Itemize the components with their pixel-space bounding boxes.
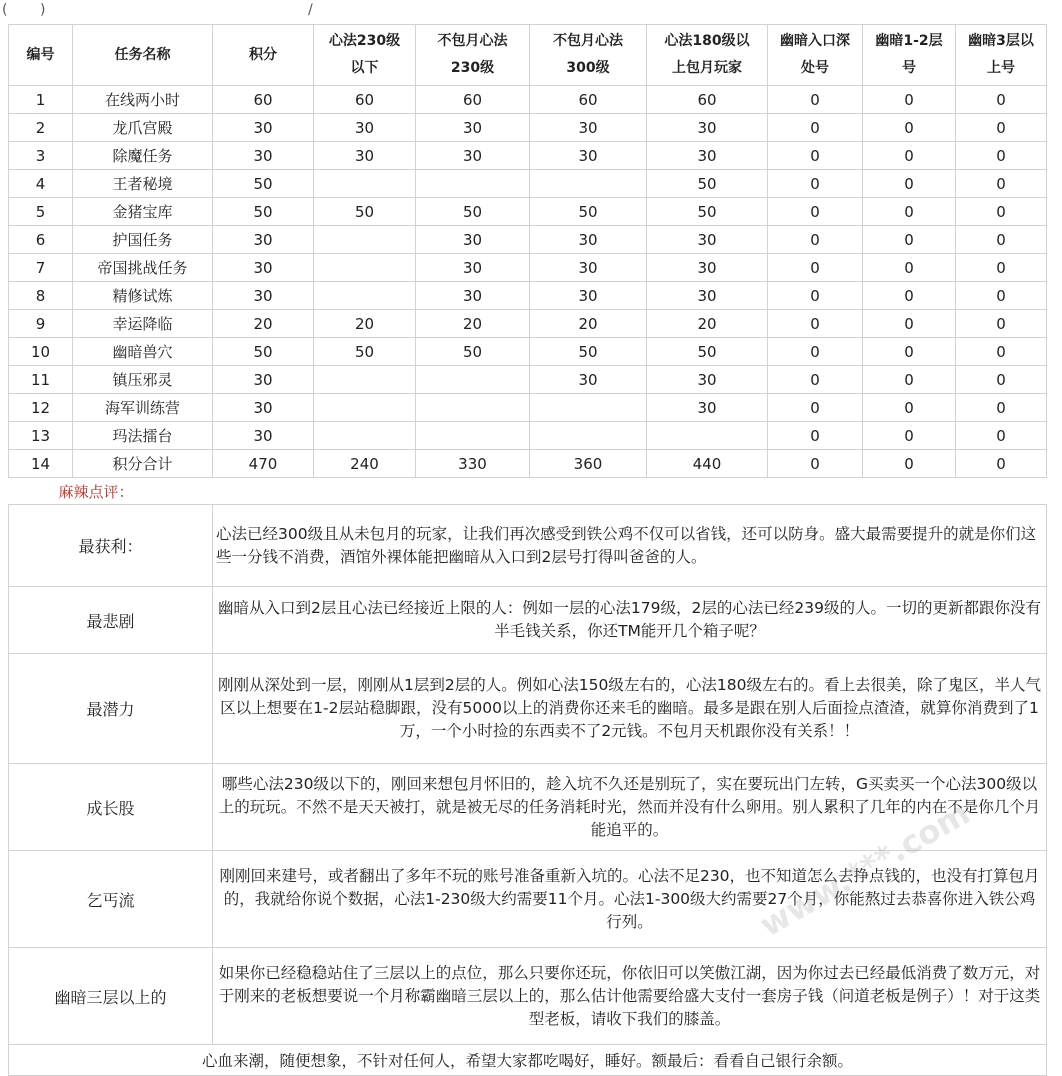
table-row xyxy=(9,142,1047,170)
comment-label: 乞丐流 xyxy=(9,851,213,948)
cell-c7: 0 xyxy=(956,114,1047,142)
comment-row xyxy=(9,654,1047,764)
comment-label: 幽暗三层以上的 xyxy=(9,948,213,1045)
table-row xyxy=(9,282,1047,310)
header-xinfa-230-below: 心法230级 以下 xyxy=(314,25,416,86)
cell-c1 xyxy=(314,282,416,310)
table-row xyxy=(9,198,1047,226)
cell-c4: 30 xyxy=(647,114,768,142)
cell-c2: 30 xyxy=(416,282,530,310)
row-id: 13 xyxy=(9,422,73,450)
cell-c1: 50 xyxy=(314,338,416,366)
task-name: 帝国挑战任务 xyxy=(73,254,213,282)
cell-c2 xyxy=(416,170,530,198)
notes-heading-row xyxy=(9,478,1047,505)
comment-text: 如果你已经稳稳站住了三层以上的点位，那么只要你还玩，你依旧可以笑傲江湖，因为你过去已经最低消费了数万元，对于刚来的老板想要说一个月称霸幽暗三层以上的，那么估计他需要给盛大支付一套房子钱（问道老板是例子）！对于这类型老板，请收下我们的膝盖。 xyxy=(213,948,1047,1045)
cell-points: 30 xyxy=(213,366,314,394)
cell-points: 470 xyxy=(213,450,314,478)
header-180-monthly: 心法180级以 上包月玩家 xyxy=(647,25,768,86)
footer-note: 心血来潮，随便想象，不针对任何人，希望大家都吃喝好，睡好。额最后：看看自己银行余额。 xyxy=(9,1045,1047,1076)
task-name: 金猪宝库 xyxy=(73,198,213,226)
cell-c6: 0 xyxy=(863,338,956,366)
cell-c4: 50 xyxy=(647,198,768,226)
comment-text: 哪些心法230级以下的，刚回来想包月怀旧的，趁入坑不久还是别玩了，实在要玩出门左转，G买卖买一个心法300级以上的玩玩。不然不是天天被打，就是被无尽的任务消耗时光，然而并没有什么卵用。别人累积了几年的内在不是你几个月能追平的。 xyxy=(213,764,1047,851)
top-fragment: ) xyxy=(40,2,46,18)
cell-c3: 50 xyxy=(530,198,647,226)
cell-c5: 0 xyxy=(768,254,863,282)
task-name: 积分合计 xyxy=(73,450,213,478)
cell-c7: 0 xyxy=(956,338,1047,366)
cell-points: 50 xyxy=(213,198,314,226)
cell-c7: 0 xyxy=(956,310,1047,338)
header-row xyxy=(9,25,1047,86)
cell-c6: 0 xyxy=(863,142,956,170)
cell-c5: 0 xyxy=(768,170,863,198)
row-id: 3 xyxy=(9,142,73,170)
cell-c4: 60 xyxy=(647,86,768,114)
cell-c5: 0 xyxy=(768,450,863,478)
cell-c5: 0 xyxy=(768,394,863,422)
comment-text: 心法已经300级且从未包月的玩家，让我们再次感受到铁公鸡不仅可以省钱，还可以防身。盛大最需要提升的就是你们这些一分钱不消费，酒馆外裸体能把幽暗从入口到2层号打得叫爸爸的人。 xyxy=(213,505,1047,587)
row-id: 8 xyxy=(9,282,73,310)
row-id: 14 xyxy=(9,450,73,478)
cell-c7: 0 xyxy=(956,394,1047,422)
row-id: 11 xyxy=(9,366,73,394)
cell-c7: 0 xyxy=(956,198,1047,226)
cell-c7: 0 xyxy=(956,422,1047,450)
comment-label: 最获利： xyxy=(9,505,213,587)
top-fragment: ( xyxy=(2,2,8,18)
row-id: 12 xyxy=(9,394,73,422)
cell-c3: 50 xyxy=(530,338,647,366)
cell-c5: 0 xyxy=(768,226,863,254)
cell-c7: 0 xyxy=(956,86,1047,114)
comment-row xyxy=(9,948,1047,1045)
cell-c3: 20 xyxy=(530,310,647,338)
task-name: 龙爪宫殿 xyxy=(73,114,213,142)
cell-c1: 50 xyxy=(314,198,416,226)
cell-points: 30 xyxy=(213,422,314,450)
cell-points: 50 xyxy=(213,170,314,198)
task-name: 幽暗兽穴 xyxy=(73,338,213,366)
header-no-monthly-300: 不包月心法 300级 xyxy=(530,25,647,86)
table-row xyxy=(9,254,1047,282)
footer-row xyxy=(9,1045,1047,1076)
row-id: 2 xyxy=(9,114,73,142)
row-id: 5 xyxy=(9,198,73,226)
cell-c4: 50 xyxy=(647,338,768,366)
cell-c6: 0 xyxy=(863,170,956,198)
cell-points: 50 xyxy=(213,338,314,366)
cell-c6: 0 xyxy=(863,254,956,282)
cell-points: 30 xyxy=(213,114,314,142)
table-row xyxy=(9,170,1047,198)
cell-c6: 0 xyxy=(863,282,956,310)
top-fragment-line xyxy=(0,0,1062,22)
table-row xyxy=(9,422,1047,450)
cell-c5: 0 xyxy=(768,422,863,450)
comment-label: 最潜力 xyxy=(9,654,213,764)
cell-c4: 440 xyxy=(647,450,768,478)
table-row-total xyxy=(9,450,1047,478)
cell-points: 60 xyxy=(213,86,314,114)
cell-c3: 360 xyxy=(530,450,647,478)
cell-c2: 30 xyxy=(416,254,530,282)
cell-c5: 0 xyxy=(768,282,863,310)
task-name: 幸运降临 xyxy=(73,310,213,338)
cell-c5: 0 xyxy=(768,366,863,394)
cell-points: 20 xyxy=(213,310,314,338)
comment-text: 刚刚从深处到一层，刚刚从1层到2层的人。例如心法150级左右的，心法180级左右的。看上去很美，除了鬼区，半人气区以上想要在1-2层站稳脚跟，没有5000以上的消费你还来毛的幽暗。最多是跟在别人后面捡点渣渣，就算你消费到了1万，一个小时捡的东西卖不了2元钱。不包月天机跟你没有关系！！ xyxy=(213,654,1047,764)
comment-text: 幽暗从入口到2层且心法已经接近上限的人：例如一层的心法179级，2层的心法已经239级的人。一切的更新都跟你没有半毛钱关系，你还TM能开几个箱子呢？ xyxy=(213,587,1047,654)
cell-c7: 0 xyxy=(956,366,1047,394)
cell-points: 30 xyxy=(213,282,314,310)
comment-label: 最悲剧 xyxy=(9,587,213,654)
cell-c7: 0 xyxy=(956,170,1047,198)
cell-c7: 0 xyxy=(956,142,1047,170)
cell-c5: 0 xyxy=(768,86,863,114)
header-id: 编号 xyxy=(9,25,73,86)
cell-c3: 30 xyxy=(530,142,647,170)
cell-c1: 20 xyxy=(314,310,416,338)
cell-c6: 0 xyxy=(863,450,956,478)
cell-c2 xyxy=(416,422,530,450)
cell-c2: 30 xyxy=(416,114,530,142)
cell-c2: 20 xyxy=(416,310,530,338)
cell-c3: 30 xyxy=(530,366,647,394)
cell-c5: 0 xyxy=(768,198,863,226)
task-rows xyxy=(9,86,1047,478)
header-points: 积分 xyxy=(213,25,314,86)
cell-c3: 30 xyxy=(530,114,647,142)
header-dark-3-up: 幽暗3层以 上号 xyxy=(956,25,1047,86)
row-id: 7 xyxy=(9,254,73,282)
cell-c2 xyxy=(416,394,530,422)
comment-row xyxy=(9,587,1047,654)
cell-c6: 0 xyxy=(863,422,956,450)
cell-c1: 240 xyxy=(314,450,416,478)
table-row xyxy=(9,86,1047,114)
task-name: 海军训练营 xyxy=(73,394,213,422)
task-points-table xyxy=(8,24,1047,1076)
cell-c6: 0 xyxy=(863,114,956,142)
cell-c1 xyxy=(314,254,416,282)
cell-c2: 60 xyxy=(416,86,530,114)
comment-text: 刚刚回来建号，或者翻出了多年不玩的账号准备重新入坑的。心法不足230，也不知道怎么去挣点钱的，也没有打算包月的，我就给你说个数据，心法1-230级大约需要11个月。心法1-300级大约需要27个月，你能熬过去恭喜你进入铁公鸡行列。 xyxy=(213,851,1047,948)
row-id: 4 xyxy=(9,170,73,198)
cell-points: 30 xyxy=(213,226,314,254)
task-name: 玛法擂台 xyxy=(73,422,213,450)
cell-c3 xyxy=(530,170,647,198)
row-id: 1 xyxy=(9,86,73,114)
cell-c3 xyxy=(530,422,647,450)
cell-points: 30 xyxy=(213,142,314,170)
cell-c4: 30 xyxy=(647,226,768,254)
header-dark-1-2: 幽暗1-2层 号 xyxy=(863,25,956,86)
cell-c6: 0 xyxy=(863,86,956,114)
cell-c4 xyxy=(647,422,768,450)
cell-c2: 30 xyxy=(416,226,530,254)
cell-c1 xyxy=(314,226,416,254)
notes-heading: 麻辣点评： xyxy=(58,482,134,501)
cell-c4: 30 xyxy=(647,142,768,170)
task-name: 镇压邪灵 xyxy=(73,366,213,394)
cell-points: 30 xyxy=(213,254,314,282)
comments-section xyxy=(9,478,1047,1076)
cell-c1: 60 xyxy=(314,86,416,114)
cell-c2: 30 xyxy=(416,142,530,170)
cell-c5: 0 xyxy=(768,338,863,366)
row-id: 10 xyxy=(9,338,73,366)
task-name: 王者秘境 xyxy=(73,170,213,198)
table-row xyxy=(9,310,1047,338)
cell-c2 xyxy=(416,366,530,394)
cell-c6: 0 xyxy=(863,198,956,226)
cell-c2: 50 xyxy=(416,338,530,366)
cell-c2: 330 xyxy=(416,450,530,478)
cell-c3: 60 xyxy=(530,86,647,114)
cell-c7: 0 xyxy=(956,282,1047,310)
cell-c7: 0 xyxy=(956,450,1047,478)
row-id: 6 xyxy=(9,226,73,254)
cell-c4: 30 xyxy=(647,394,768,422)
cell-c7: 0 xyxy=(956,254,1047,282)
cell-c6: 0 xyxy=(863,394,956,422)
table-row xyxy=(9,114,1047,142)
task-name: 护国任务 xyxy=(73,226,213,254)
cell-c4: 20 xyxy=(647,310,768,338)
watermark: www.***.com xyxy=(752,793,976,945)
comment-label: 成长股 xyxy=(9,764,213,851)
row-id: 9 xyxy=(9,310,73,338)
cell-c4: 50 xyxy=(647,170,768,198)
cell-c1 xyxy=(314,366,416,394)
cell-c3: 30 xyxy=(530,254,647,282)
cell-c3: 30 xyxy=(530,226,647,254)
cell-c6: 0 xyxy=(863,366,956,394)
cell-c3: 30 xyxy=(530,282,647,310)
cell-c1: 30 xyxy=(314,114,416,142)
cell-c6: 0 xyxy=(863,226,956,254)
cell-c5: 0 xyxy=(768,142,863,170)
comment-row xyxy=(9,505,1047,587)
cell-c1 xyxy=(314,422,416,450)
cell-c2: 50 xyxy=(416,198,530,226)
cell-c5: 0 xyxy=(768,310,863,338)
cell-c4: 30 xyxy=(647,366,768,394)
cell-c4: 30 xyxy=(647,282,768,310)
table-row xyxy=(9,226,1047,254)
cell-c1: 30 xyxy=(314,142,416,170)
table-row xyxy=(9,366,1047,394)
task-name: 精修试炼 xyxy=(73,282,213,310)
cell-c1 xyxy=(314,170,416,198)
cell-points: 30 xyxy=(213,394,314,422)
cell-c7: 0 xyxy=(956,226,1047,254)
top-fragment: / xyxy=(308,2,313,18)
cell-c4: 30 xyxy=(647,254,768,282)
header-task-name: 任务名称 xyxy=(73,25,213,86)
task-name: 在线两小时 xyxy=(73,86,213,114)
cell-c6: 0 xyxy=(863,310,956,338)
table-row xyxy=(9,394,1047,422)
header-no-monthly-230: 不包月心法 230级 xyxy=(416,25,530,86)
cell-c3 xyxy=(530,394,647,422)
task-name: 除魔任务 xyxy=(73,142,213,170)
cell-c1 xyxy=(314,394,416,422)
cell-c5: 0 xyxy=(768,114,863,142)
table-row xyxy=(9,338,1047,366)
header-dark-entrance: 幽暗入口深 处号 xyxy=(768,25,863,86)
